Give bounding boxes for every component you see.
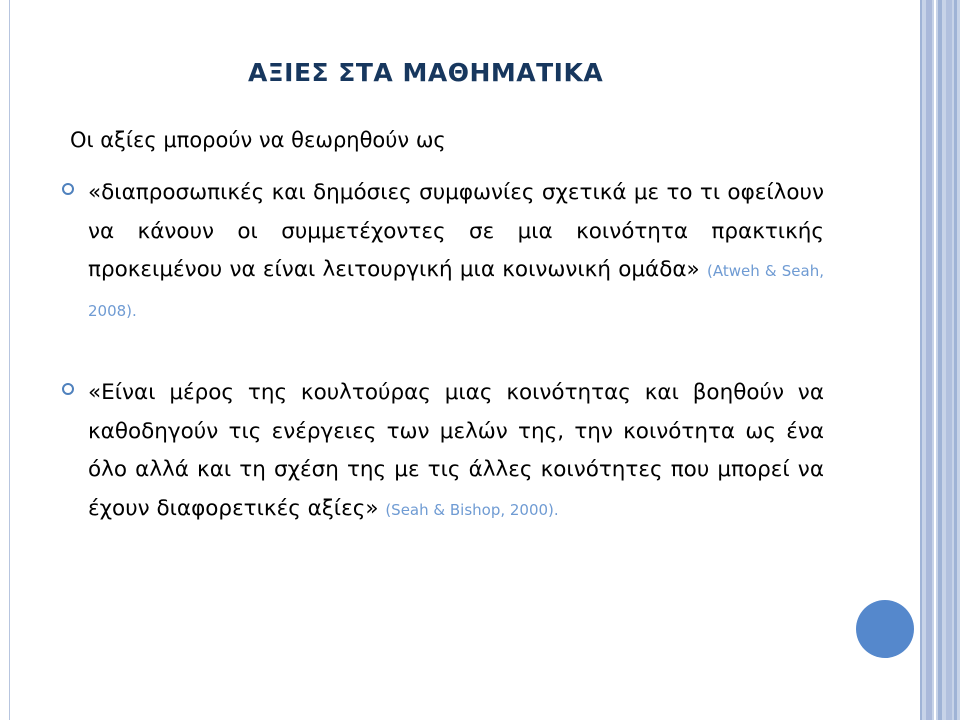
slide-title: ΑΞΙΕΣ ΣΤΑ ΜΑΘΗΜΑΤΙΚΑ bbox=[248, 58, 604, 87]
bullet-body: «διαπροσωπικές και δημόσιες συμφωνίες σχετικά με το τι οφείλουν να κάνουν οι συμμετέχοντες σε μια κοινότητα πρακτικής προκειμένου να είναι λειτουργική μια κοινωνική ομάδα» bbox=[88, 180, 824, 282]
band-stripe bbox=[946, 0, 952, 720]
band-stripe bbox=[938, 0, 942, 720]
band-stripe bbox=[934, 0, 936, 720]
bullet-circle-icon bbox=[62, 383, 74, 395]
bullet-circle-icon bbox=[62, 183, 74, 195]
bullet-body: «Είναι μέρος της κουλτούρας μιας κοινότητας και βοηθούν να καθοδηγούν τις ενέργειες των μελών της, την κοινότητα ως ένα όλο αλλά και τη σχέση της με τις άλλες κοινότητες που μπορεί να έχουν διαφορετικές αξίες» bbox=[88, 380, 824, 521]
decorative-circle bbox=[856, 600, 914, 658]
band-stripe bbox=[954, 0, 957, 720]
citation: (Atweh & Seah, 2008). bbox=[88, 262, 824, 320]
citation: (Seah & Bishop, 2000). bbox=[385, 500, 559, 519]
bullet-item bbox=[62, 374, 824, 529]
bullet-text bbox=[88, 374, 824, 529]
bullet-item bbox=[62, 174, 824, 330]
band-stripe bbox=[920, 0, 922, 720]
bullet-text bbox=[88, 174, 824, 330]
intro-text: Οι αξίες μπορούν να θεωρηθούν ως bbox=[70, 128, 446, 152]
band-stripe bbox=[926, 0, 932, 720]
left-border-line bbox=[9, 0, 10, 720]
right-decorative-band bbox=[920, 0, 960, 720]
